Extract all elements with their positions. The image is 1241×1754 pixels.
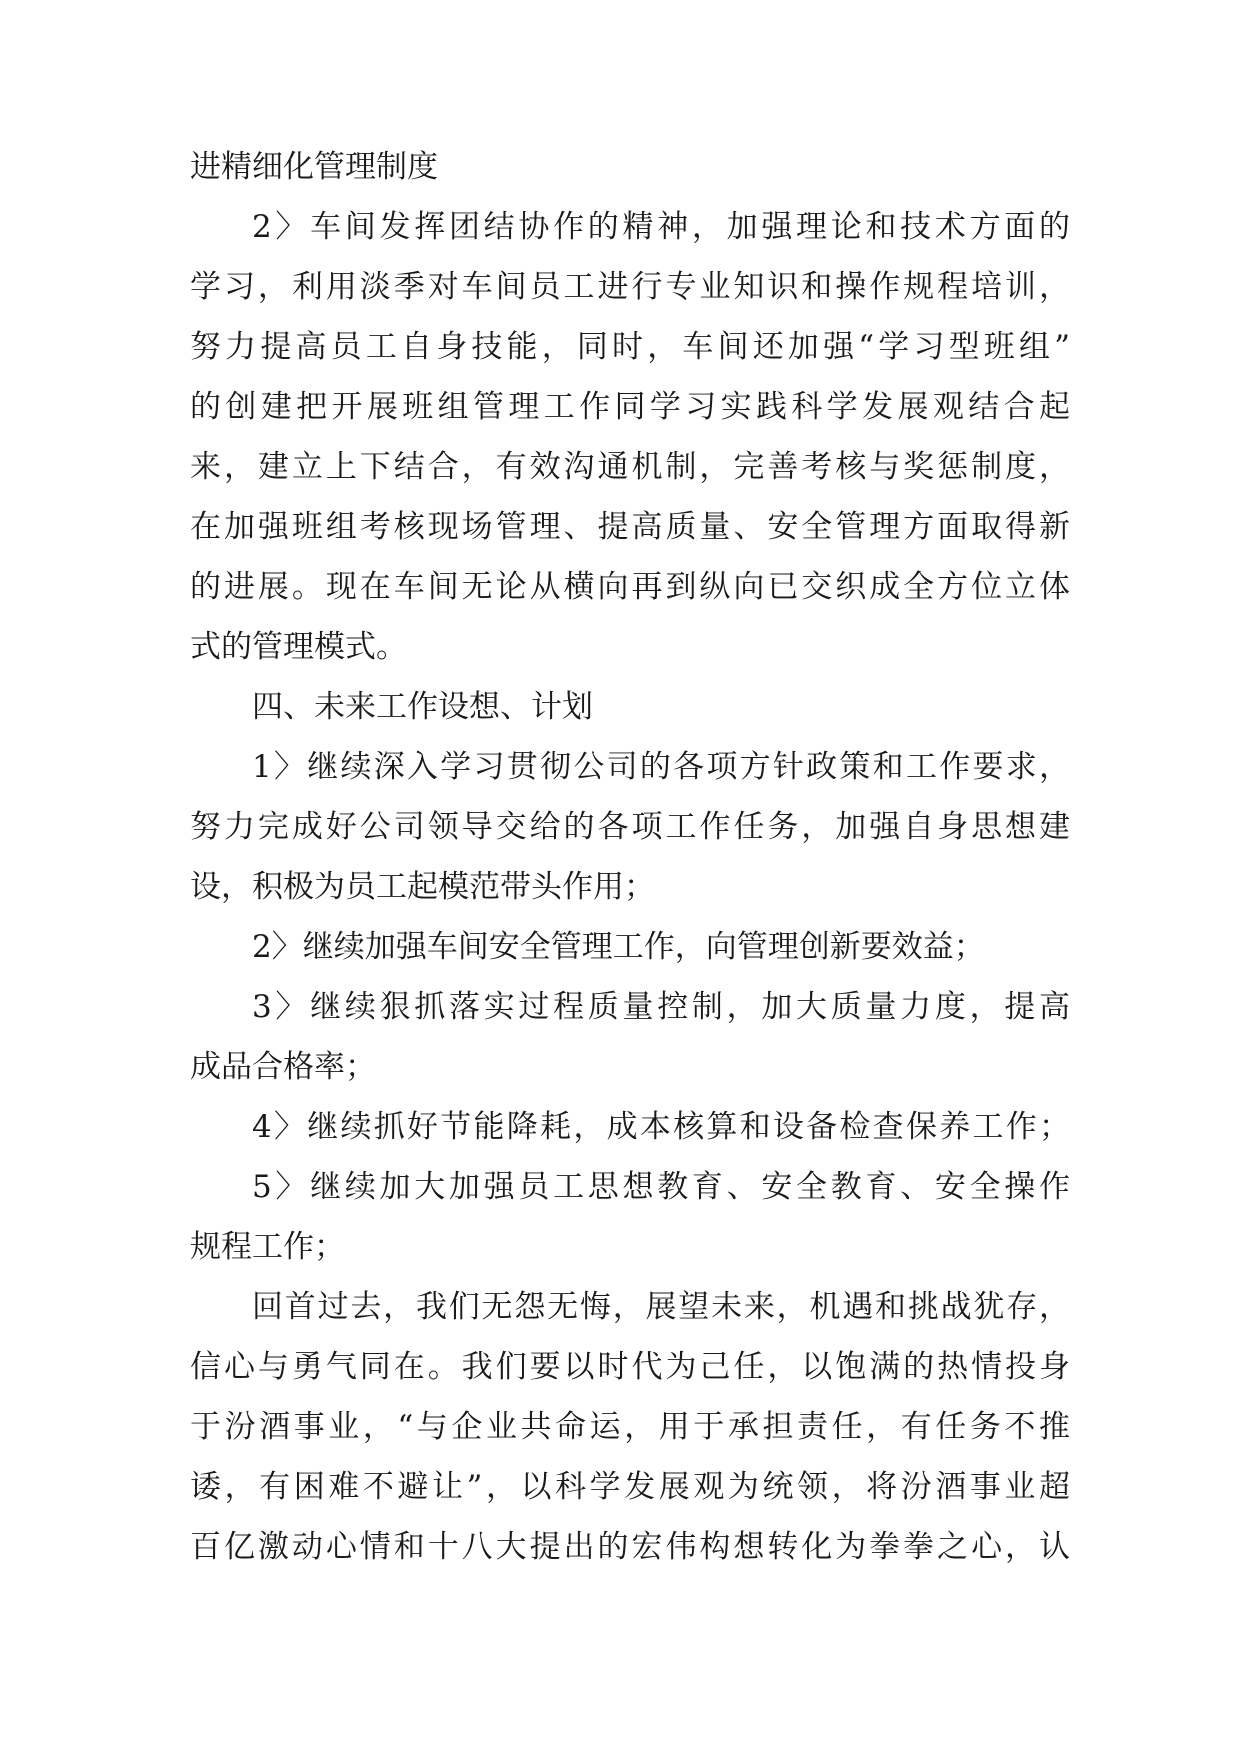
text-line: 3〉继续狠抓落实过程质量控制，加大质量力度，提高 [252,989,1070,1025]
text-line: 学习，利用淡季对车间员工进行专业知识和操作规程培训， [190,269,1070,305]
text-line: 百亿激动心情和十八大提出的宏伟构想转化为拳拳之心，认 [190,1529,1070,1565]
text-line: 的创建把开展班组管理工作同学习实践科学发展观结合起 [190,389,1070,425]
text-line: 努力提高员工自身技能，同时，车间还加强“学习型班组” [190,329,1070,365]
text-line: 成品合格率； [190,1049,376,1085]
text-line: 式的管理模式。 [190,629,407,665]
text-line: 规程工作； [190,1229,345,1265]
text-line: 2〉继续加强车间安全管理工作，向管理创新要效益； [252,929,985,965]
text-line: 在加强班组考核现场管理、提高质量、安全管理方面取得新 [190,509,1070,545]
text-line: 信心与勇气同在。我们要以时代为己任，以饱满的热情投身 [190,1349,1070,1385]
text-line: 4〉继续抓好节能降耗，成本核算和设备检查保养工作； [252,1109,1070,1145]
text-line: 1〉继续深入学习贯彻公司的各项方针政策和工作要求， [252,749,1070,785]
text-line: 来，建立上下结合，有效沟通机制，完善考核与奖惩制度， [190,449,1070,485]
text-line: 诿，有困难不避让”，以科学发展观为统领，将汾酒事业超 [190,1469,1070,1505]
text-line: 的进展。现在车间无论从横向再到纵向已交织成全方位立体 [190,569,1070,605]
text-line: 回首过去，我们无怨无悔，展望未来，机遇和挑战犹存， [252,1289,1070,1325]
text-line: 设，积极为员工起模范带头作用； [190,869,655,905]
text-line: 进精细化管理制度 [190,149,438,185]
section-heading: 四、未来工作设想、计划 [252,689,593,725]
text-line: 5〉继续加大加强员工思想教育、安全教育、安全操作 [252,1169,1070,1205]
text-line: 于汾酒事业，“与企业共命运，用于承担责任，有任务不推 [190,1409,1070,1445]
text-line: 努力完成好公司领导交给的各项工作任务，加强自身思想建 [190,809,1070,845]
text-line: 2〉车间发挥团结协作的精神，加强理论和技术方面的 [252,209,1070,245]
